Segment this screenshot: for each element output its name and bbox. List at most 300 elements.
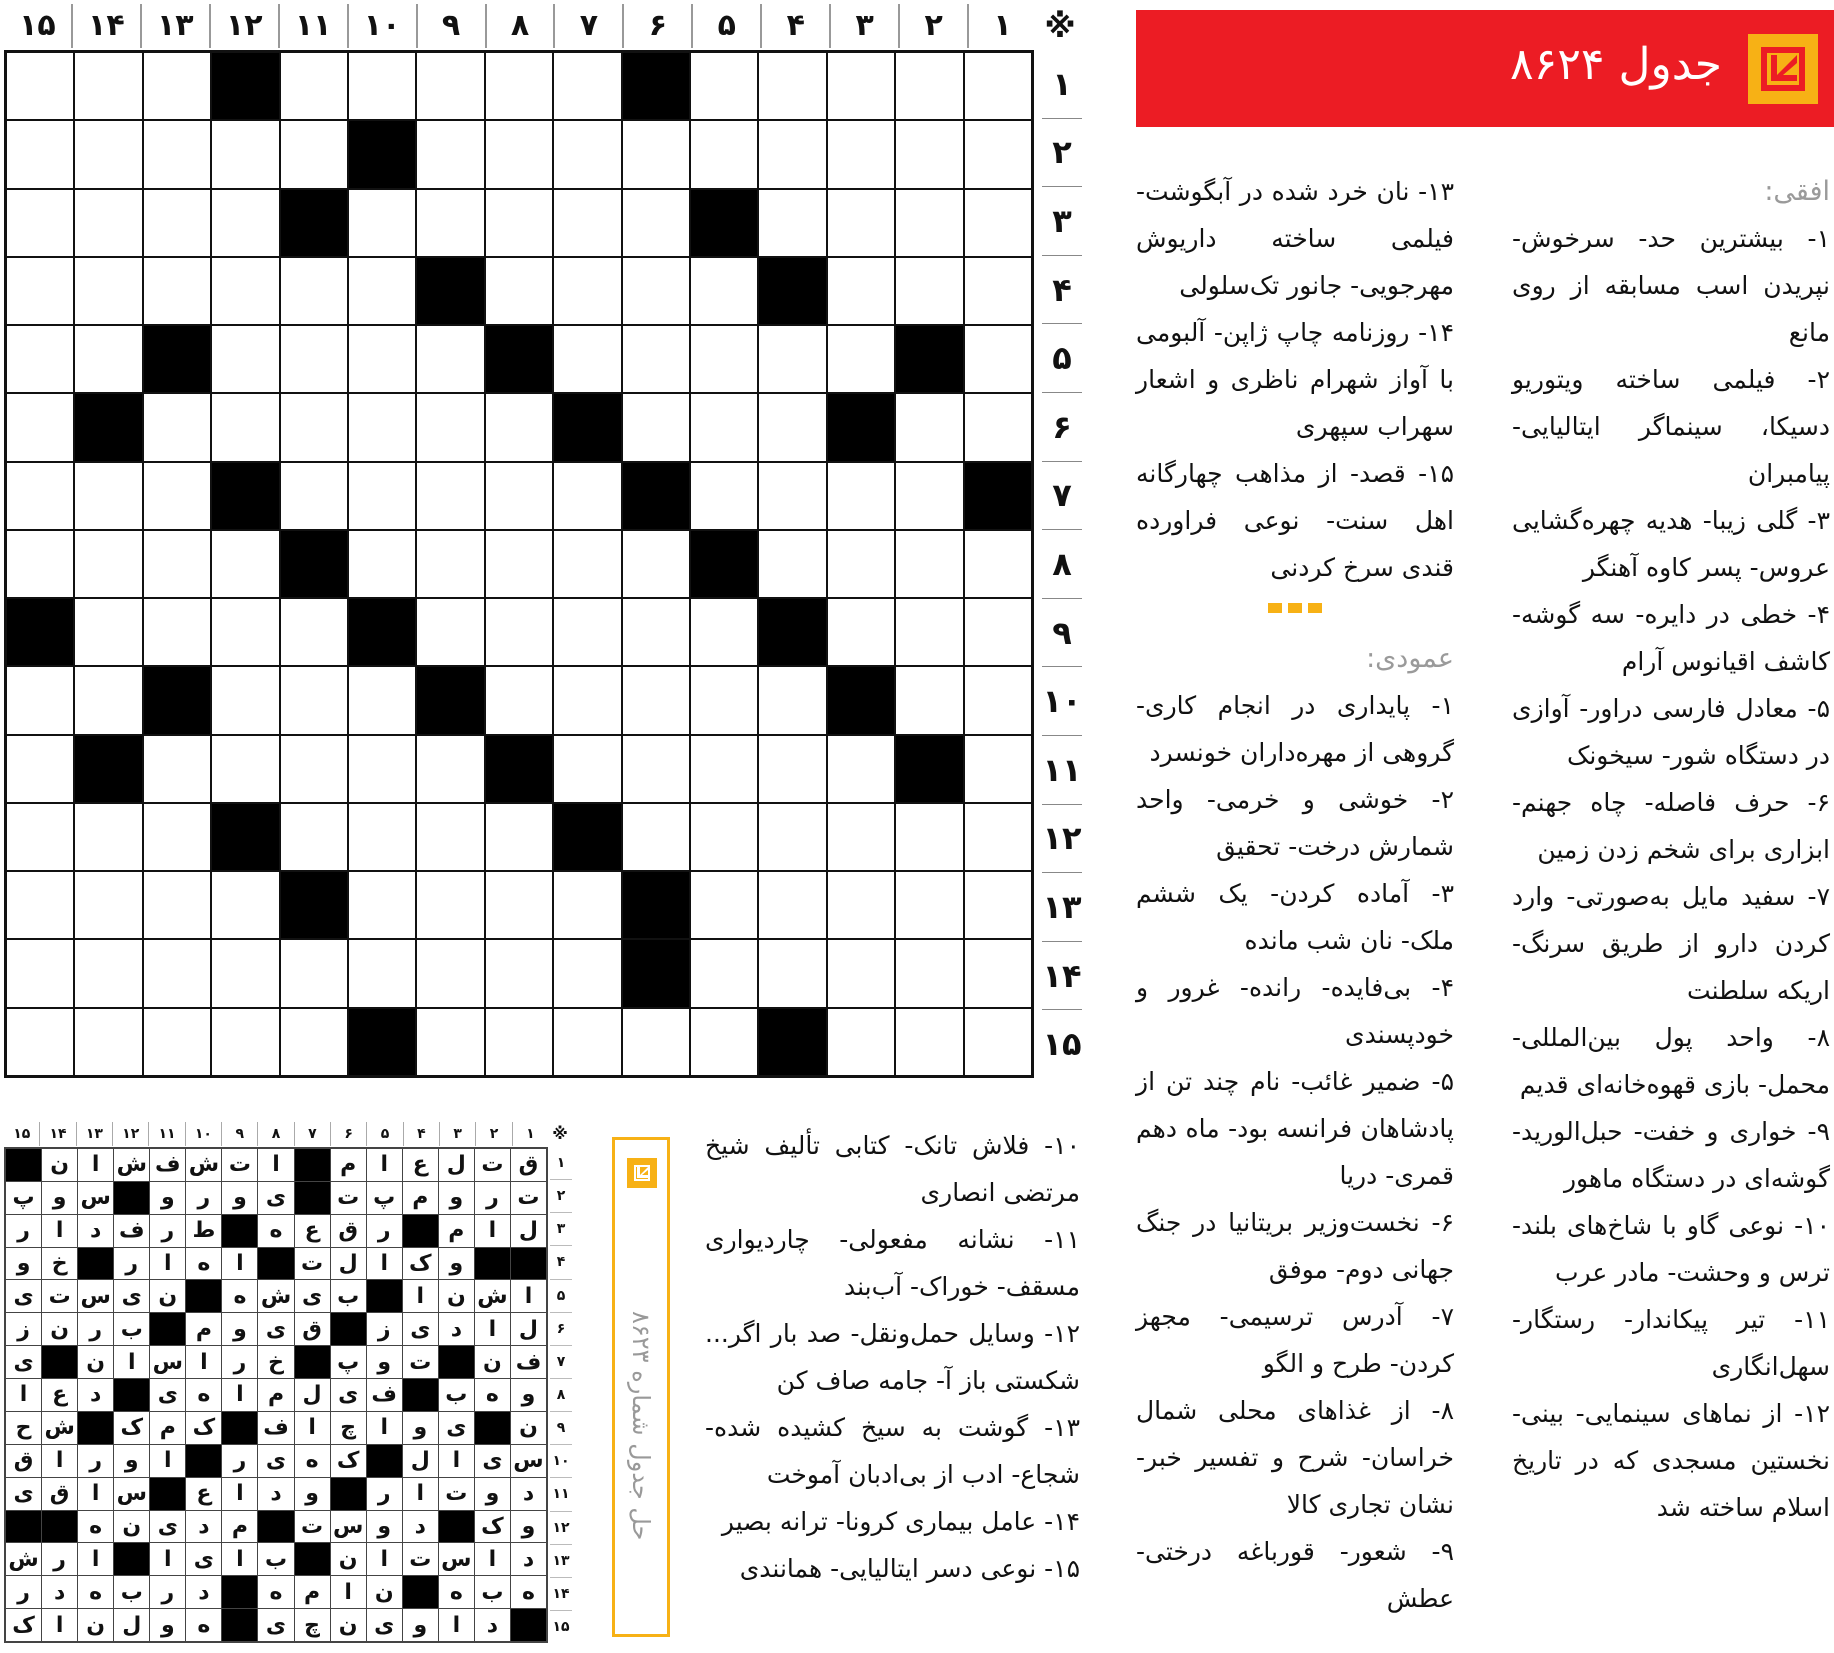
grid-cell[interactable]	[281, 463, 347, 529]
solution-cell: ب	[114, 1313, 149, 1345]
grid-cell[interactable]	[896, 258, 962, 324]
grid-cell[interactable]	[75, 53, 141, 119]
clue-v-3: ۳- آماده کردن- یک ششم ملک- نان شب مانده	[1136, 879, 1454, 955]
grid-cell[interactable]	[7, 258, 73, 324]
grid-cell[interactable]	[554, 121, 620, 187]
clue-v-13: ۱۳- گوشت به سیخ کشیده شده- شجاع- ادب از بی‌ادبان آموخت	[705, 1413, 1080, 1489]
grid-cell[interactable]	[144, 736, 210, 802]
grid-cell[interactable]	[691, 1009, 757, 1075]
grid-cell[interactable]	[965, 394, 1031, 460]
solution-cell: ق	[42, 1478, 77, 1510]
solution-black-cell	[439, 1511, 474, 1543]
grid-cell[interactable]	[691, 804, 757, 870]
clue-h-14: ۱۴- روزنامه چاپ ژاپن- آلبومی با آواز شهرام ناظری و اشعار سهراب سپهری	[1136, 318, 1454, 441]
clue-v-9: ۹- شعور- قورباغه درختی- عطش	[1136, 1537, 1454, 1613]
solution-column-label-4: ۴	[403, 1122, 439, 1146]
grid-cell[interactable]	[759, 121, 825, 187]
grid-cell[interactable]	[623, 736, 689, 802]
grid-cell[interactable]	[349, 326, 415, 392]
solution-cell: ب	[475, 1576, 510, 1608]
grid-cell[interactable]	[965, 190, 1031, 256]
grid-cell[interactable]	[623, 1009, 689, 1075]
grid-cell[interactable]	[759, 190, 825, 256]
grid-cell[interactable]	[75, 326, 141, 392]
grid-cell[interactable]	[623, 121, 689, 187]
grid-cell[interactable]	[7, 736, 73, 802]
solution-row-label-14: ۱۴	[550, 1578, 572, 1611]
grid-cell[interactable]	[212, 940, 278, 1006]
grid-cell[interactable]	[7, 463, 73, 529]
grid-cell[interactable]	[828, 531, 894, 597]
grid-cell[interactable]	[759, 940, 825, 1006]
grid-cell[interactable]	[212, 394, 278, 460]
black-cell	[281, 872, 347, 938]
grid-cell[interactable]	[554, 53, 620, 119]
solution-row-label-10: ۱۰	[550, 1445, 572, 1478]
grid-cell[interactable]	[7, 53, 73, 119]
grid-cell[interactable]	[417, 736, 483, 802]
black-cell	[623, 940, 689, 1006]
grid-cell[interactable]	[75, 531, 141, 597]
corner-arrow-icon	[627, 1158, 657, 1188]
grid-cell[interactable]	[75, 667, 141, 733]
grid-cell[interactable]	[349, 531, 415, 597]
grid-cell[interactable]	[759, 53, 825, 119]
solution-cell: ر	[475, 1182, 510, 1214]
grid-cell[interactable]	[486, 121, 552, 187]
solution-cell: ر	[367, 1478, 402, 1510]
solution-cell: ر	[186, 1182, 221, 1214]
grid-cell[interactable]	[75, 872, 141, 938]
solution-cell: ن	[42, 1149, 77, 1181]
solution-row-label-6: ۶	[550, 1313, 572, 1346]
solution-cell: ا	[367, 1248, 402, 1280]
solution-black-cell	[258, 1248, 293, 1280]
grid-cell[interactable]	[623, 258, 689, 324]
solution-black-cell	[331, 1478, 366, 1510]
grid-cell[interactable]	[212, 667, 278, 733]
grid-cell[interactable]	[349, 258, 415, 324]
grid-cell[interactable]	[691, 326, 757, 392]
solution-black-cell	[295, 1543, 330, 1575]
grid-cell[interactable]	[75, 940, 141, 1006]
grid-cell[interactable]	[828, 940, 894, 1006]
grid-cell[interactable]	[691, 940, 757, 1006]
grid-cell[interactable]	[212, 121, 278, 187]
puzzle-column-labels	[4, 4, 1036, 48]
grid-cell[interactable]	[965, 53, 1031, 119]
solution-column-label-5: ۵	[366, 1122, 402, 1146]
black-cell	[554, 394, 620, 460]
grid-cell[interactable]	[486, 394, 552, 460]
grid-cell[interactable]	[7, 121, 73, 187]
grid-cell[interactable]	[417, 190, 483, 256]
grid-cell[interactable]	[759, 872, 825, 938]
solution-cell: ا	[150, 1543, 185, 1575]
grid-cell[interactable]	[75, 463, 141, 529]
grid-cell[interactable]	[144, 394, 210, 460]
grid-cell[interactable]	[623, 190, 689, 256]
grid-cell[interactable]	[896, 804, 962, 870]
grid-cell[interactable]	[554, 599, 620, 665]
solution-cell: ک	[331, 1445, 366, 1477]
grid-cell[interactable]	[691, 599, 757, 665]
column-label-3: ۳	[829, 4, 898, 48]
grid-cell[interactable]	[417, 599, 483, 665]
grid-cell[interactable]	[759, 667, 825, 733]
solution-cell: ا	[367, 1149, 402, 1181]
grid-cell[interactable]	[554, 872, 620, 938]
solution-cell: ک	[186, 1412, 221, 1444]
grid-cell[interactable]	[486, 463, 552, 529]
grid-cell[interactable]	[896, 872, 962, 938]
solution-cell: ت	[403, 1543, 438, 1575]
grid-cell[interactable]	[75, 121, 141, 187]
grid-cell[interactable]	[554, 531, 620, 597]
solution-cell: ا	[295, 1412, 330, 1444]
solution-cell: خ	[258, 1346, 293, 1378]
grid-cell[interactable]	[417, 121, 483, 187]
grid-cell[interactable]	[349, 53, 415, 119]
grid-cell[interactable]	[281, 599, 347, 665]
grid-cell[interactable]	[896, 190, 962, 256]
grid-cell[interactable]	[349, 190, 415, 256]
grid-cell[interactable]	[75, 804, 141, 870]
solution-cell: ن	[511, 1412, 546, 1444]
grid-cell[interactable]	[7, 1009, 73, 1075]
grid-cell[interactable]	[144, 121, 210, 187]
grid-cell[interactable]	[281, 940, 347, 1006]
grid-cell[interactable]	[349, 394, 415, 460]
grid-cell[interactable]	[417, 1009, 483, 1075]
grid-cell[interactable]	[281, 667, 347, 733]
grid-cell[interactable]	[486, 190, 552, 256]
grid-cell[interactable]	[554, 667, 620, 733]
grid-cell[interactable]	[7, 872, 73, 938]
grid-cell[interactable]	[212, 190, 278, 256]
grid-cell[interactable]	[212, 736, 278, 802]
grid-cell[interactable]	[281, 1009, 347, 1075]
grid-cell[interactable]	[212, 599, 278, 665]
grid-cell[interactable]	[896, 531, 962, 597]
grid-cell[interactable]	[417, 804, 483, 870]
grid-cell[interactable]	[759, 394, 825, 460]
black-cell	[7, 599, 73, 665]
clue-h-9: ۹- خواری و خفت- حبل‌الورید- گوشه‌ای در دستگاه ماهور	[1512, 1117, 1830, 1193]
grid-cell[interactable]	[486, 667, 552, 733]
solution-cell: ی	[186, 1543, 221, 1575]
solution-black-cell	[439, 1346, 474, 1378]
grid-cell[interactable]	[486, 804, 552, 870]
grid-cell[interactable]	[759, 804, 825, 870]
solution-label: حل جدول شماره ۸۶۲۳	[627, 1310, 655, 1540]
black-cell	[144, 667, 210, 733]
grid-cell[interactable]	[486, 940, 552, 1006]
solution-cell: ت	[331, 1182, 366, 1214]
grid-cell[interactable]	[828, 463, 894, 529]
grid-cell[interactable]	[144, 872, 210, 938]
grid-cell[interactable]	[828, 190, 894, 256]
grid-cell[interactable]	[828, 53, 894, 119]
solution-row-label-15: ۱۵	[552, 1619, 570, 1636]
solution-cell: ف	[367, 1379, 402, 1411]
grid-cell[interactable]	[7, 326, 73, 392]
grid-cell[interactable]	[691, 394, 757, 460]
grid-cell[interactable]	[281, 804, 347, 870]
solution-column-label-8: ۸	[257, 1122, 293, 1146]
grid-cell[interactable]	[623, 599, 689, 665]
grid-cell[interactable]	[691, 121, 757, 187]
solution-cell: س	[150, 1346, 185, 1378]
grid-cell[interactable]	[144, 599, 210, 665]
grid-cell[interactable]	[349, 940, 415, 1006]
grid-cell[interactable]	[144, 1009, 210, 1075]
grid-cell[interactable]	[691, 736, 757, 802]
black-cell	[828, 394, 894, 460]
column-label-15: ۱۵	[19, 8, 56, 43]
grid-cell[interactable]	[691, 53, 757, 119]
grid-cell[interactable]	[7, 804, 73, 870]
grid-cell[interactable]	[965, 326, 1031, 392]
grid-cell[interactable]	[281, 258, 347, 324]
solution-cell: چ	[331, 1412, 366, 1444]
black-cell	[691, 531, 757, 597]
grid-cell[interactable]	[349, 667, 415, 733]
grid-cell[interactable]	[144, 258, 210, 324]
grid-cell[interactable]	[486, 531, 552, 597]
grid-cell[interactable]	[554, 258, 620, 324]
grid-cell[interactable]	[281, 121, 347, 187]
grid-cell[interactable]	[759, 531, 825, 597]
grid-cell[interactable]	[212, 1009, 278, 1075]
solution-cell: ر	[150, 1215, 185, 1247]
solution-cell: د	[78, 1379, 113, 1411]
horizontal-heading: افقی:	[1764, 176, 1830, 207]
grid-cell[interactable]	[212, 531, 278, 597]
grid-cell[interactable]	[281, 326, 347, 392]
grid-cell[interactable]	[486, 872, 552, 938]
crossword-grid[interactable]	[4, 50, 1034, 1078]
grid-cell[interactable]	[554, 736, 620, 802]
grid-cell[interactable]	[965, 121, 1031, 187]
solution-cell: ا	[42, 1215, 77, 1247]
clue-h-8: ۸- واحد پول بین‌المللی- محمل- بازی قهوه‌خانه‌ای قدیم	[1512, 1023, 1830, 1099]
grid-cell[interactable]	[896, 1009, 962, 1075]
solution-black-cell	[295, 1346, 330, 1378]
grid-cell[interactable]	[623, 326, 689, 392]
solution-cell: ر	[367, 1215, 402, 1247]
grid-cell[interactable]	[144, 463, 210, 529]
solution-cell: ل	[439, 1149, 474, 1181]
black-cell	[349, 1009, 415, 1075]
solution-cell: و	[439, 1248, 474, 1280]
grid-cell[interactable]	[7, 531, 73, 597]
grid-cell[interactable]	[7, 394, 73, 460]
solution-cell: ه	[186, 1248, 221, 1280]
solution-cell: ا	[186, 1346, 221, 1378]
clue-h-10: ۱۰- نوعی گاو با شاخ‌های بلند- ترس و وحشت- مادر عرب	[1512, 1211, 1830, 1287]
grid-cell[interactable]	[417, 940, 483, 1006]
clue-h-4: ۴- خطی در دایره- سه گوشه- کاشف اقیانوس آرام	[1512, 600, 1830, 676]
grid-cell[interactable]	[759, 463, 825, 529]
grid-cell[interactable]	[554, 190, 620, 256]
grid-cell[interactable]	[281, 394, 347, 460]
grid-cell[interactable]	[417, 326, 483, 392]
solution-black-cell	[367, 1280, 402, 1312]
grid-cell[interactable]	[486, 258, 552, 324]
grid-cell[interactable]	[554, 940, 620, 1006]
grid-cell[interactable]	[759, 326, 825, 392]
grid-cell[interactable]	[554, 463, 620, 529]
solution-cell: ع	[42, 1379, 77, 1411]
grid-cell[interactable]	[212, 258, 278, 324]
solution-cell: ق	[511, 1149, 546, 1181]
grid-cell[interactable]	[896, 53, 962, 119]
grid-cell[interactable]	[828, 599, 894, 665]
grid-cell[interactable]	[896, 121, 962, 187]
grid-cell[interactable]	[417, 463, 483, 529]
grid-cell[interactable]	[486, 53, 552, 119]
grid-cell[interactable]	[965, 599, 1031, 665]
solution-cell: و	[6, 1248, 41, 1280]
solution-cell: ل	[331, 1248, 366, 1280]
horizontal-clues-column	[1512, 168, 1830, 1531]
solution-cell: ا	[114, 1346, 149, 1378]
grid-cell[interactable]	[75, 258, 141, 324]
solution-row-label-8: ۸	[550, 1379, 572, 1412]
grid-cell[interactable]	[554, 326, 620, 392]
solution-black-cell	[403, 1215, 438, 1247]
grid-cell[interactable]	[896, 667, 962, 733]
grid-cell[interactable]	[75, 190, 141, 256]
grid-cell[interactable]	[691, 872, 757, 938]
solution-cell: ا	[222, 1478, 257, 1510]
column-label-9: ۹	[416, 4, 485, 48]
grid-cell[interactable]	[212, 326, 278, 392]
solution-cell: خ	[42, 1248, 77, 1280]
grid-cell[interactable]	[896, 940, 962, 1006]
grid-cell[interactable]	[417, 394, 483, 460]
grid-cell[interactable]	[965, 1009, 1031, 1075]
grid-cell[interactable]	[965, 667, 1031, 733]
grid-cell[interactable]	[691, 667, 757, 733]
grid-cell[interactable]	[349, 463, 415, 529]
grid-cell[interactable]	[896, 599, 962, 665]
grid-cell[interactable]	[828, 804, 894, 870]
grid-cell[interactable]	[965, 258, 1031, 324]
grid-cell[interactable]	[691, 258, 757, 324]
clue-v-2: ۲- خوشی و خرمی- واحد شمارش درخت- تحقیق	[1136, 785, 1454, 861]
solution-row-label-13: ۱۳	[550, 1545, 572, 1578]
grid-cell[interactable]	[349, 872, 415, 938]
grid-cell[interactable]	[759, 736, 825, 802]
solution-cell: س	[78, 1280, 113, 1312]
solution-cell: ز	[367, 1313, 402, 1345]
grid-cell[interactable]	[828, 736, 894, 802]
solution-column-label-15: ۱۵	[13, 1126, 31, 1142]
black-cell	[281, 531, 347, 597]
grid-cell[interactable]	[623, 667, 689, 733]
grid-cell[interactable]	[75, 1009, 141, 1075]
grid-cell[interactable]	[486, 599, 552, 665]
solution-cell: ل	[114, 1609, 149, 1641]
grid-cell[interactable]	[144, 531, 210, 597]
row-label-5: ۵	[1042, 324, 1082, 393]
solution-row-label-2: ۲	[550, 1180, 572, 1213]
solution-cell: و	[150, 1182, 185, 1214]
grid-cell[interactable]	[7, 667, 73, 733]
solution-cell: ش	[186, 1149, 221, 1181]
solution-black-cell	[403, 1379, 438, 1411]
solution-cell: ن	[150, 1280, 185, 1312]
grid-cell[interactable]	[144, 190, 210, 256]
grid-cell[interactable]	[623, 531, 689, 597]
solution-cell: د	[78, 1215, 113, 1247]
grid-cell[interactable]	[965, 804, 1031, 870]
grid-cell[interactable]	[144, 804, 210, 870]
grid-cell[interactable]	[75, 599, 141, 665]
grid-cell[interactable]	[965, 872, 1031, 938]
grid-cell[interactable]	[828, 121, 894, 187]
solution-cell: ش	[258, 1280, 293, 1312]
solution-cell: ی	[367, 1609, 402, 1641]
grid-cell[interactable]	[896, 463, 962, 529]
black-cell	[349, 599, 415, 665]
solution-cell: ن	[475, 1346, 510, 1378]
black-cell	[417, 258, 483, 324]
solution-cell: ه	[258, 1576, 293, 1608]
grid-cell[interactable]	[828, 326, 894, 392]
grid-cell[interactable]	[7, 940, 73, 1006]
grid-cell[interactable]	[144, 940, 210, 1006]
grid-cell[interactable]	[896, 394, 962, 460]
grid-cell[interactable]	[417, 53, 483, 119]
grid-cell[interactable]	[281, 736, 347, 802]
grid-cell[interactable]	[7, 190, 73, 256]
solution-cell: ر	[78, 1313, 113, 1345]
grid-cell[interactable]	[554, 1009, 620, 1075]
grid-cell[interactable]	[965, 531, 1031, 597]
solution-cell: ت	[42, 1280, 77, 1312]
grid-cell[interactable]	[417, 531, 483, 597]
solution-black-cell	[403, 1576, 438, 1608]
solution-cell: د	[186, 1511, 221, 1543]
grid-cell[interactable]	[349, 736, 415, 802]
black-cell	[212, 53, 278, 119]
solution-cell: ا	[78, 1149, 113, 1181]
solution-cell: ر	[6, 1215, 41, 1247]
grid-cell[interactable]	[623, 804, 689, 870]
grid-cell[interactable]	[486, 1009, 552, 1075]
grid-cell[interactable]	[828, 1009, 894, 1075]
grid-cell[interactable]	[144, 53, 210, 119]
grid-cell[interactable]	[349, 804, 415, 870]
grid-cell[interactable]	[828, 258, 894, 324]
solution-black-cell	[150, 1478, 185, 1510]
solution-cell: و	[150, 1609, 185, 1641]
grid-cell[interactable]	[623, 394, 689, 460]
grid-cell[interactable]	[828, 872, 894, 938]
grid-cell[interactable]	[965, 736, 1031, 802]
grid-cell[interactable]	[417, 872, 483, 938]
vertical-clues-continued	[705, 1122, 1080, 1592]
solution-cell: پ	[6, 1182, 41, 1214]
grid-cell[interactable]	[691, 463, 757, 529]
grid-cell[interactable]	[965, 940, 1031, 1006]
grid-cell[interactable]	[212, 872, 278, 938]
grid-cell[interactable]	[281, 53, 347, 119]
solution-cell: ا	[403, 1280, 438, 1312]
